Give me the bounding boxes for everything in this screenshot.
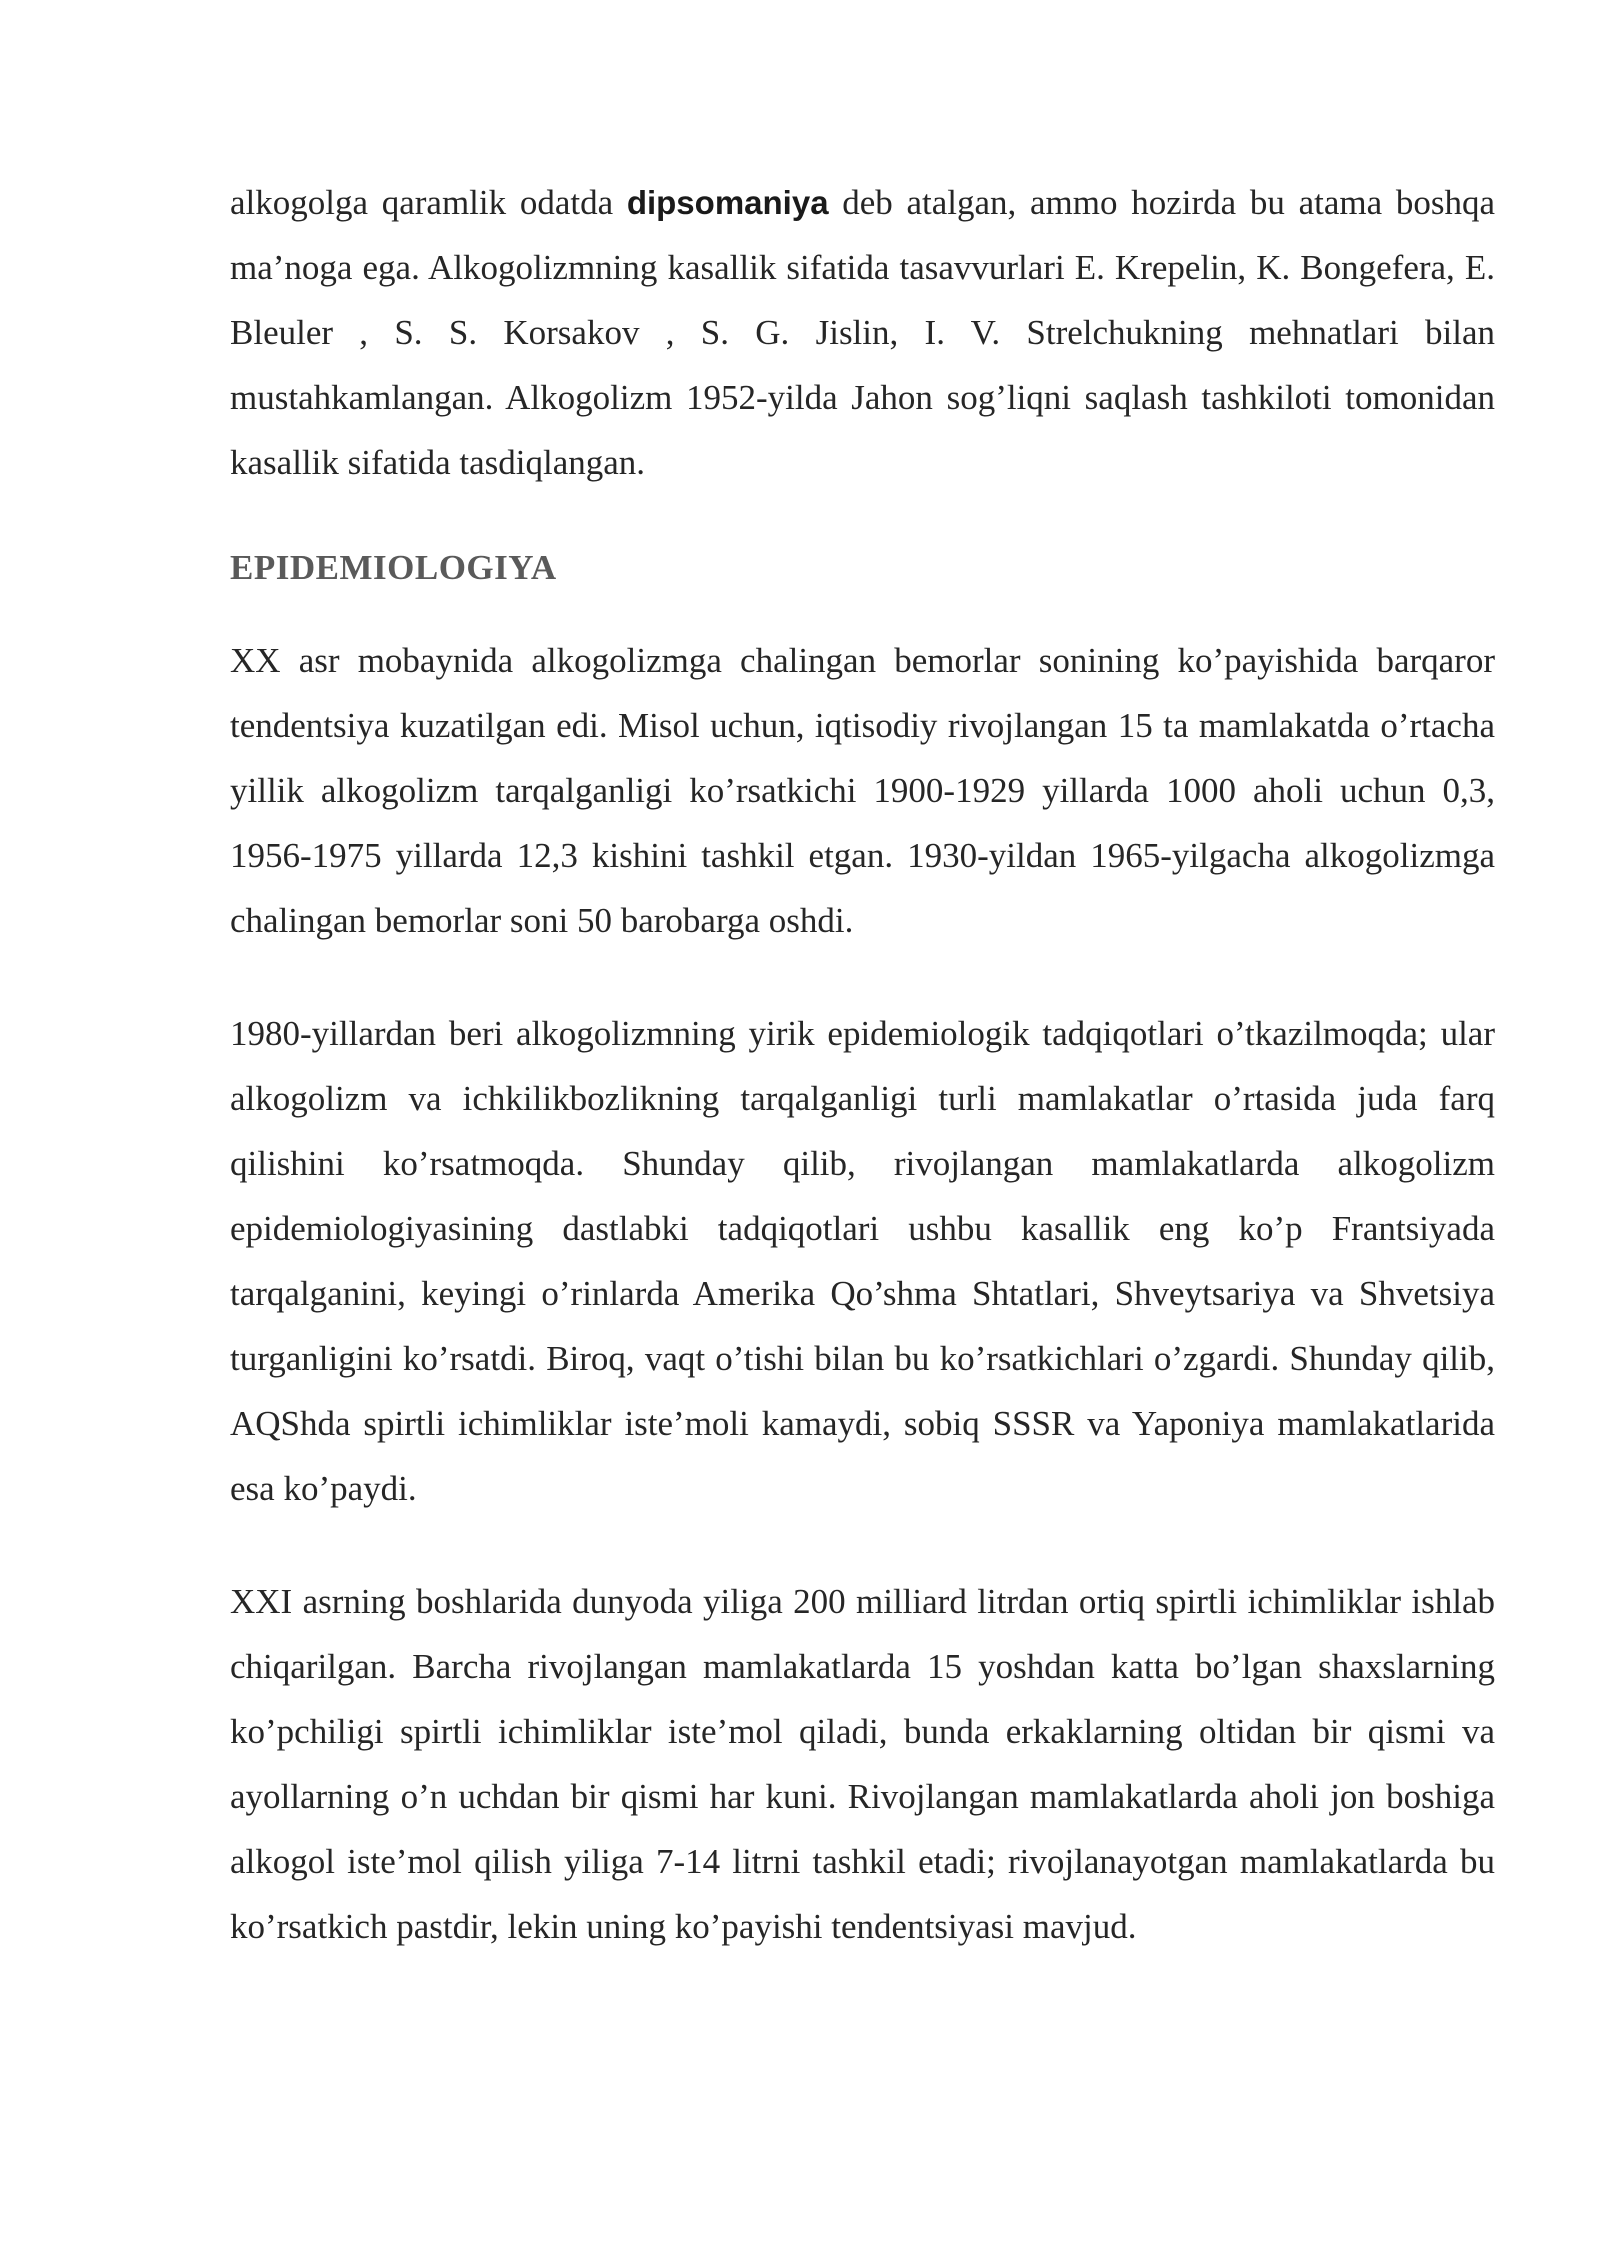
epidemiology-paragraph-3: XXI asrning boshlarida dunyoda yiliga 200 milliard litrdan ortiq spirtli ichimliklar ishlab chiqarilgan. Barcha rivojlangan mamlakatlarda 15 yoshdan katta bo’lgan shaxslarning ko’pchiligi spirtli ichimliklar iste’mol qiladi, bunda erkaklarning oltidan bir qismi va ayollarning o’n uchdan bir qismi har kuni. Rivojlangan mamlakatlarda aholi jon boshiga alkogol iste’mol qilish yiliga 7-14 litrni tashkil etadi; rivojlanayotgan mamlakatlarda bu ko’rsatkich pastdir, lekin uning ko’payishi tendentsiyasi mavjud.: [230, 1582, 1495, 1946]
dipsomaniya-term: dipsomaniya: [626, 184, 829, 221]
intro-rest-text: deb atalgan, ammo hozirda bu atama boshqa ma’noga ega. Alkogolizmning kasallik sifatida tasavvurlari E. Krepelin, K. Bongefera, E. Bleuler , S. S. Korsakov , S. G. Jislin, I. V. Strelchukning mehnatlari bilan mustahkamlangan. Alkogolizm 1952-yilda Jahon sog’liqni saqlash tashkiloti tomonidan kasallik sifatida tasdiqlangan.: [230, 183, 1495, 482]
epidemiology-paragraph-2: 1980-yillardan beri alkogolizmning yirik epidemiologik tadqiqotlari o’tkazilmoqda; ular alkogolizm va ichkilikbozlikning tarqalganligi turli mamlakatlar o’rtasida juda farq qilishini ko’rsatmoqda. Shunday qilib, rivojlangan mamlakatlarda alkogolizm epidemiologiyasining dastlabki tadqiqotlari ushbu kasallik eng ko’p Frantsiyada tarqalganini, keyingi o’rinlarda Amerika Qo’shma Shtatlari, Shveytsariya va Shvetsiya turganligini ko’rsatdi. Biroq, vaqt o’tishi bilan bu ko’rsatkichlari o’zgardi. Shunday qilib, AQShda spirtli ichimliklar iste’moli kamaydi, sobiq SSSR va Yaponiya mamlakatlarida esa ko’paydi.: [230, 1014, 1495, 1508]
section-heading: EPIDEMIOLOGIYA: [230, 548, 557, 587]
epidemiology-paragraph-1: XX asr mobaynida alkogolizmga chalingan bemorlar sonining ko’payishida barqaror tendentsiya kuzatilgan edi. Misol uchun, iqtisodiy rivojlangan 15 ta mamlakatda o’rtacha yillik alkogolizm tarqalganligi ko’rsatkichi 1900-1929 yillarda 1000 aholi uchun 0,3, 1956-1975 yillarda 12,3 kishini tashkil etgan. 1930-yildan 1965-yilgacha alkogolizmga chalingan bemorlar soni 50 barobarga oshdi.: [230, 641, 1495, 940]
intro-paragraph: [230, 170, 1495, 495]
intro-lead-text: alkogolga qaramlik odatda: [230, 183, 627, 222]
document-page: [230, 170, 1495, 1959]
